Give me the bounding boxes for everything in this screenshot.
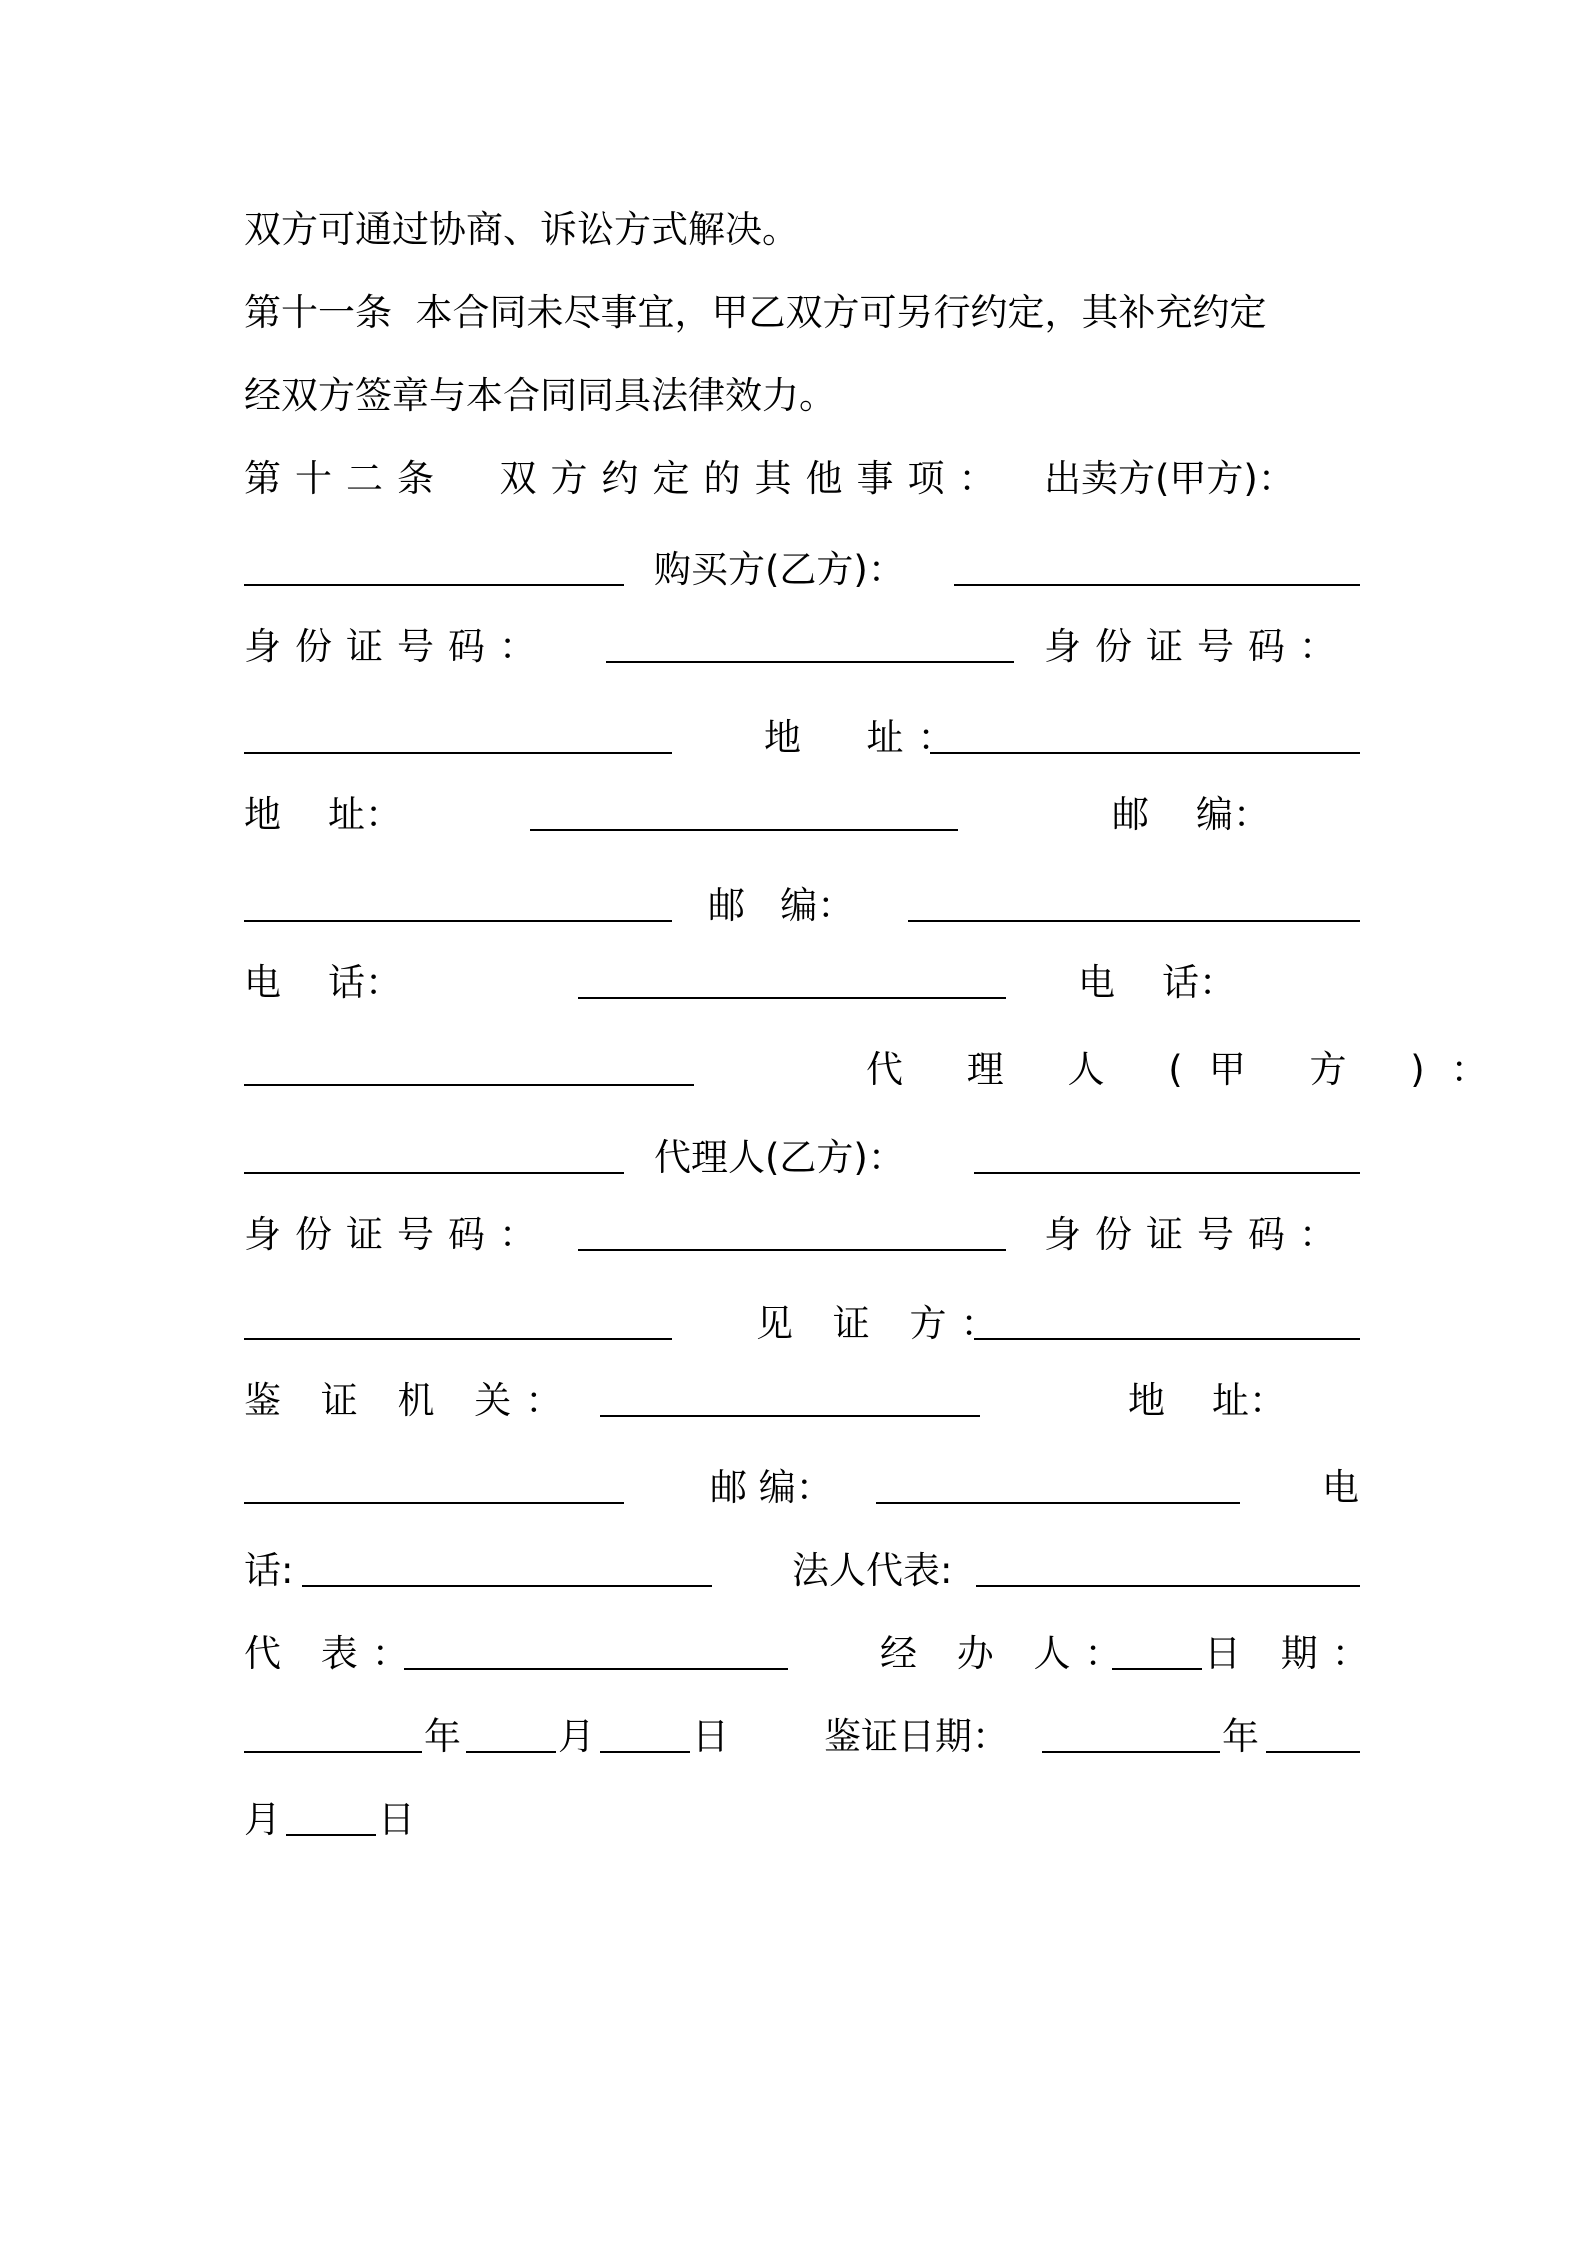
phone-blank-b[interactable]: [244, 1084, 694, 1086]
form-line: [244, 1294, 1360, 1354]
form-line: [244, 1790, 1360, 1850]
day-blank-2[interactable]: [286, 1834, 376, 1836]
day-label-2: 日: [378, 1798, 415, 1841]
buyer-name-blank[interactable]: [954, 584, 1360, 586]
postcode-label-a: 邮 编：: [1112, 793, 1271, 836]
month-label-1: 月: [558, 1715, 595, 1758]
phone-label-a: 电 话：: [244, 961, 403, 1004]
id-blank-b[interactable]: [244, 752, 672, 754]
article-eleven-cont: 经双方签章与本合同同具法律效力。: [244, 374, 836, 417]
notary-postcode-label: 邮 编：: [710, 1466, 833, 1509]
form-line: [244, 1128, 1360, 1188]
article-twelve: 第十二条 双方约定的其他事项：: [244, 457, 1010, 500]
notary-address-label: 地 址：: [1128, 1379, 1287, 1422]
agent-id-label-b: 身份证号码：: [1044, 1213, 1350, 1256]
form-line: [244, 1624, 1383, 1684]
agent-label-b: 代理人(乙方)：: [654, 1136, 905, 1179]
id-blank-a[interactable]: [606, 661, 1014, 663]
witness-blank[interactable]: [974, 1338, 1360, 1340]
text-line: [244, 449, 1360, 509]
agent-id-blank-a[interactable]: [578, 1249, 1006, 1251]
id-label-b: 身份证号码：: [1044, 625, 1350, 668]
agent-id-blank-b[interactable]: [244, 1338, 672, 1340]
witness-label: 见 证 方：: [756, 1302, 1012, 1345]
address-label-a: 地 址：: [244, 793, 403, 836]
address-blank-b[interactable]: [930, 752, 1360, 754]
notary-office-blank[interactable]: [600, 1415, 980, 1417]
year-label-1: 年: [424, 1715, 461, 1758]
form-line: [244, 1371, 1360, 1431]
representative-blank[interactable]: [404, 1668, 788, 1670]
form-line: [244, 1707, 1360, 1767]
form-line: [244, 708, 1360, 768]
form-line: [244, 1541, 1360, 1601]
postcode-label-b: 邮 编：: [708, 884, 855, 927]
handler-blank[interactable]: [1112, 1668, 1202, 1670]
legal-rep-blank[interactable]: [976, 1585, 1360, 1587]
buyer-label: 购买方(乙方)：: [654, 548, 905, 591]
notary-office-label: 鉴 证 机 关：: [244, 1379, 577, 1422]
text-line: [244, 200, 1360, 260]
text-line: [244, 283, 1360, 343]
phone-label-b: 电 话：: [1078, 961, 1237, 1004]
agent-id-label-a: 身份证号码：: [244, 1213, 550, 1256]
year-label-2: 年: [1222, 1715, 1259, 1758]
notary-phone-label-end: 话:: [244, 1549, 294, 1592]
address-label-b: 地 址：: [764, 716, 969, 759]
month-blank-1[interactable]: [466, 1751, 556, 1753]
form-line: [244, 1040, 1514, 1100]
id-label-a: 身份证号码：: [244, 625, 550, 668]
form-line: [244, 617, 1360, 677]
address-blank-a[interactable]: [530, 829, 958, 831]
postcode-blank-a[interactable]: [244, 920, 672, 922]
form-line: [244, 785, 1360, 845]
form-line: [244, 953, 1360, 1013]
notary-address-blank[interactable]: [244, 1502, 624, 1504]
notary-phone-blank[interactable]: [302, 1585, 712, 1587]
text-line: [244, 366, 1360, 426]
agent-blank-a[interactable]: [244, 1172, 624, 1174]
form-line: [244, 876, 1360, 936]
agent-label-a: 代 理 人 (甲 方 )：: [866, 1048, 1514, 1091]
form-line: [244, 1205, 1360, 1265]
paragraph-dispute: 双方可通过协商、诉讼方式解决。: [244, 208, 799, 251]
date-label: 日 期：: [1204, 1632, 1383, 1675]
seller-name-blank[interactable]: [244, 584, 624, 586]
representative-label: 代 表：: [244, 1632, 423, 1675]
article-eleven: 第十一条 本合同未尽事宜，甲乙双方可另行约定，其补充约定: [244, 291, 1267, 334]
form-line: [244, 540, 1360, 600]
phone-blank-a[interactable]: [578, 997, 1006, 999]
form-line: [244, 1458, 1360, 1518]
notary-phone-label-start: 电: [1322, 1466, 1359, 1509]
postcode-blank-b[interactable]: [908, 920, 1360, 922]
seller-label: 出卖方(甲方)：: [1044, 457, 1295, 500]
month-label-2: 月: [244, 1798, 281, 1841]
agent-blank-b[interactable]: [974, 1172, 1360, 1174]
day-blank-1[interactable]: [600, 1751, 690, 1753]
day-label-1: 日: [692, 1715, 729, 1758]
year-blank-2[interactable]: [1042, 1751, 1220, 1753]
legal-rep-label: 法人代表:: [792, 1549, 953, 1592]
month-blank-2[interactable]: [1266, 1751, 1360, 1753]
handler-label: 经 办 人：: [880, 1632, 1136, 1675]
notary-date-label: 鉴证日期：: [824, 1715, 1009, 1758]
year-blank-1[interactable]: [244, 1751, 422, 1753]
notary-postcode-blank[interactable]: [876, 1502, 1240, 1504]
